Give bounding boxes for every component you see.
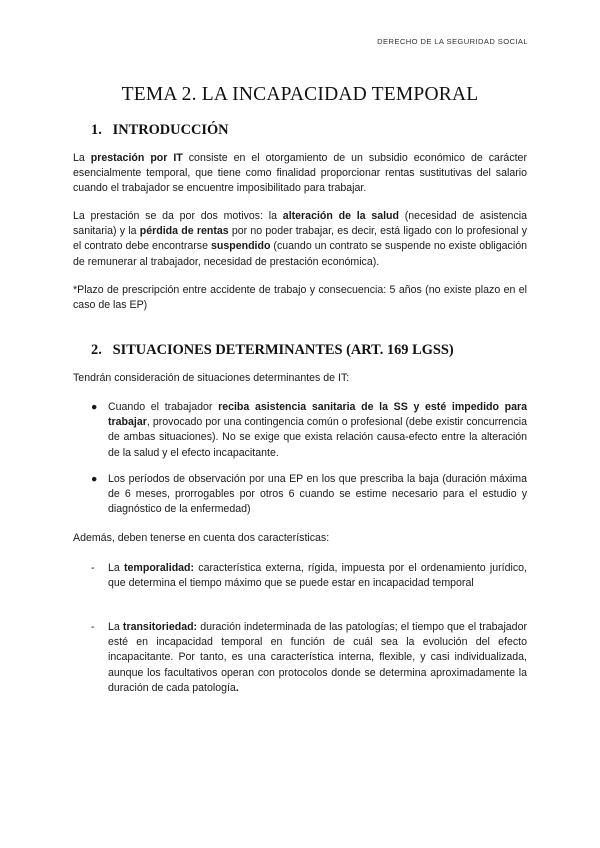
list-item	[91, 620, 527, 696]
list-item	[91, 472, 527, 518]
list-item-text: La temporalidad: característica externa, rígida, impuesta por el ordenamiento jurídico, que determina el tiempo máximo que se puede estar en incapacidad temporal	[108, 562, 527, 590]
dash-icon: -	[91, 621, 95, 633]
bold-term: alteración de la salud	[282, 210, 399, 222]
section-title: INTRODUCCIÓN	[112, 122, 229, 138]
bold-term: pérdida de rentas	[139, 225, 229, 238]
dash-icon: -	[91, 562, 95, 574]
list-item-text: Cuando el trabajador reciba asistencia sanitaria de la SS y esté impedido para trabajar, provocado por una contingencia común o profesional (debe existir concurrencia de ambas situaciones). No se exige que exista relación causa-efecto entre la alteración de la salud y el efecto incapacitante.	[108, 401, 528, 459]
list-item-text: Los períodos de observación por una EP en los que prescriba la baja (duración máxima de 6 meses, prorrogables por otros 6 cuando se estime necesario para el estudio y diagnóstico de la enfermedad)	[108, 473, 527, 516]
bold-term: temporalidad:	[124, 562, 195, 574]
running-header: DERECHO DE LA SEGURIDAD SOCIAL	[377, 37, 528, 46]
list-item	[91, 400, 527, 461]
bold-term: transitoriedad:	[122, 621, 198, 633]
section-heading-situaciones	[91, 342, 454, 359]
list-item-text: La transitoriedad: duración indeterminada de las patologías; el tiempo que el trabajador esté en incapacidad temporal en función de cuál sea la evolución del efecto incapacitante. Por tanto, es una característica interna, flexible, y casi individualizada, aunque los facultativos operan con protocolos donde se determina aproximadamente la duración de cada patología.	[108, 621, 527, 694]
intro-paragraph-2: La prestación se da por dos motivos: la alteración de la salud (necesidad de asistencia sanitaria) y la pérdida de rentas por no poder trabajar, es decir, está ligado con lo profesional y el contrato debe encontrarse suspendido (cuando un contrato se suspende no existe obligación de remunerar al trabajador, necesidad de prestación económica).	[73, 210, 528, 268]
bold-term: suspendido	[210, 240, 271, 253]
list-item	[91, 561, 527, 591]
section-number: 2.	[91, 342, 102, 358]
bullet-icon: ●	[91, 473, 98, 485]
section-title: SITUACIONES DETERMINANTES (ART. 169 LGSS)	[112, 342, 454, 358]
bold-term: prestación por IT	[90, 152, 183, 164]
prescription-note: *Plazo de prescripción entre accidente de trabajo y consecuencia: 5 años (no existe plazo en el caso de las EP)	[73, 284, 527, 312]
bold-term: reciba asistencia sanitaria de la SS y esté impedido para trabajar	[108, 401, 528, 429]
situaciones-lead: Tendrán consideración de situaciones determinantes de IT:	[73, 372, 350, 384]
section-heading-introduccion	[91, 122, 229, 139]
characteristics-lead: Además, deben tenerse en cuenta dos características:	[73, 532, 330, 544]
bullet-icon: ●	[91, 401, 98, 413]
intro-paragraph-1: La prestación por IT consiste en el otorgamiento de un subsidio económico de carácter esencialmente temporal, que tiene como finalidad proporcionar rentas sustitutivas del salario cuando el trabajador se encuentre imposibilitado para trabajar.	[73, 152, 527, 195]
section-number: 1.	[91, 122, 102, 138]
page-title: TEMA 2. LA INCAPACIDAD TEMPORAL	[121, 84, 479, 105]
